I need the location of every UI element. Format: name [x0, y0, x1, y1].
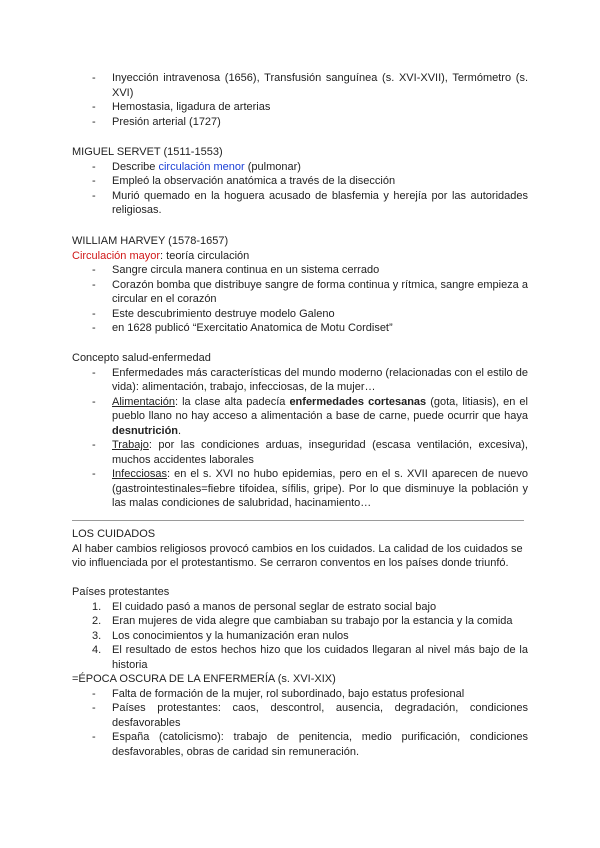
- list-item: - Alimentación: la clase alta padecía enfermedades cortesanas (gota, litiasis), en el pueblo llano no hay acceso a alimentación a base de carne, puede ocurrir que haya desnutrición.: [92, 395, 528, 437]
- servet-section: [72, 145, 528, 218]
- list-item: - Infecciosas: en el s. XVI no hubo epidemias, pero en el s. XVII aparecen de nuevo (gastrointestinales=fiebre tifoidea, sífilis, gripe). Por lo que disminuye la población y las malas condiciones de salubridad, hacinamiento…: [92, 468, 528, 509]
- section-heading: WILLIAM HARVEY (1578-1657): [72, 235, 229, 247]
- list-item: - España (catolicismo): trabajo de penitencia, medio purificación, condiciones desfavorables, obras de caridad sin remuneración.: [92, 731, 528, 758]
- harvey-section: [72, 234, 528, 336]
- list-item: - Describe circulación menor (pulmonar): [92, 160, 301, 173]
- list-item: - Enfermedades más características del mundo moderno (relacionadas con el estilo de vida): alimentación, trabajo, infecciosas, de la mujer…: [92, 366, 528, 393]
- list-item: - Países protestantes: caos, descontrol, ausencia, degradación, condiciones desfavorables: [92, 702, 528, 729]
- section-heading: Concepto salud-enfermedad: [72, 352, 211, 364]
- list-item: - Trabajo: por las condiciones arduas, inseguridad (escasa ventilación, excesiva), muchos accidentes laborales: [92, 439, 528, 466]
- numbered-item: 2. Eran mujeres de vida alegre que cambiaban su trabajo por la estancia y la comida: [92, 615, 513, 627]
- list-item: - Murió quemado en la hoguera acusado de blasfemia y herejía por las autoridades religiosas.: [92, 189, 528, 216]
- top-list: [72, 71, 528, 129]
- numbered-item: 4. El resultado de estos hechos hizo que los cuidados llegaran al nivel más bajo de la historia: [92, 644, 528, 671]
- list-item: - en 1628 publicó “Exercitatio Anatomica de Motu Cordiset”: [92, 322, 393, 334]
- list-item: - Este descubrimiento destruye modelo Galeno: [92, 307, 335, 320]
- paragraph: Al haber cambios religiosos provocó cambios en los cuidados. La calidad de los cuidados se vio influenciada por el protestantismo. Se cerraron conventos en los países donde triunfó.: [72, 542, 523, 569]
- list-item: - Corazón bomba que distribuye sangre de forma continua y rítmica, sangre empieza a circular en el corazón: [92, 278, 528, 305]
- protestantes-section: [72, 585, 528, 759]
- list-item: - Presión arterial (1727): [92, 115, 221, 128]
- numbered-item: 1. El cuidado pasó a manos de personal seglar de estrato social bajo: [92, 600, 437, 613]
- list-item: - Hemostasia, ligadura de arterias: [92, 101, 271, 113]
- list-item: - Falta de formación de la mujer, rol subordinado, bajo estatus profesional: [92, 687, 465, 700]
- cuidados-section: [72, 527, 528, 571]
- section-heading: MIGUEL SERVET (1511-1553): [72, 146, 223, 158]
- numbered-item: 3. Los conocimientos y la humanización eran nulos: [92, 629, 349, 642]
- list-item: - Inyección intravenosa (1656), Transfusión sanguínea (s. XVI-XVII), Termómetro (s. XVI): [92, 72, 528, 99]
- section-heading: Países protestantes: [72, 586, 170, 598]
- horizontal-divider: [72, 520, 524, 521]
- section-heading: LOS CUIDADOS: [72, 528, 156, 540]
- section-subheading: Circulación mayor: teoría circulación: [72, 249, 250, 262]
- concepto-section: [72, 351, 528, 511]
- highlight-link: circulación menor: [158, 160, 245, 173]
- list-item: - Empleó la observación anatómica a través de la disección: [92, 175, 396, 187]
- list-item: - Sangre circula manera continua en un sistema cerrado: [92, 264, 380, 276]
- section-heading: =ÉPOCA OSCURA DE LA ENFERMERÍA (s. XVI-XIX): [72, 673, 336, 685]
